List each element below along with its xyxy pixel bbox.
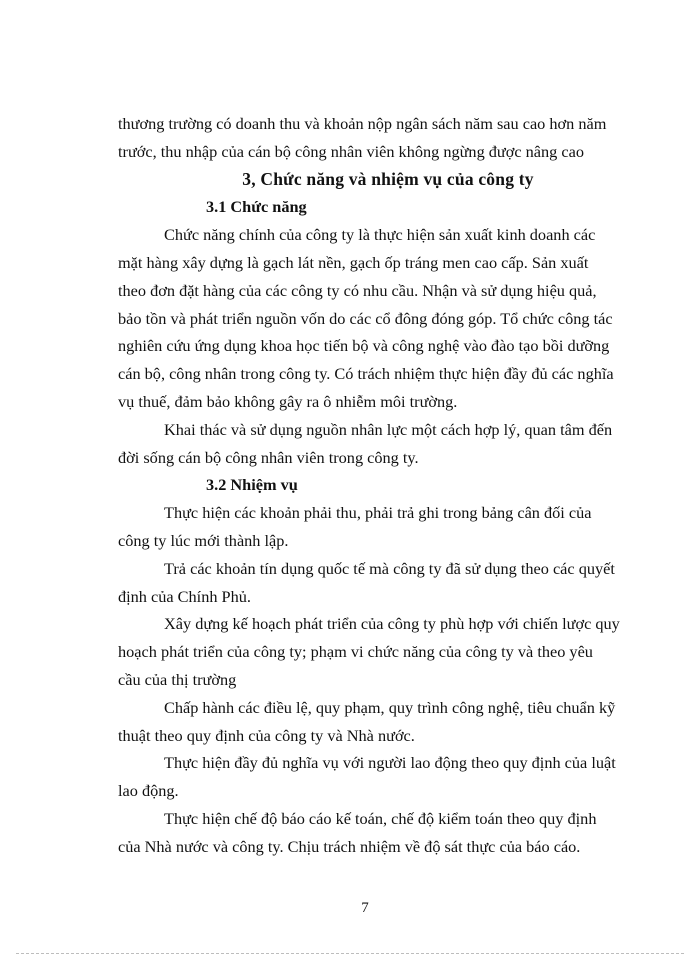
subsection-heading-duties: 3.2 Nhiệm vụ [206,475,298,495]
text-line: của Nhà nước và công ty. Chịu trách nhiệm về độ sát thực của báo cáo. [118,836,581,856]
duties-paragraph-6 [118,805,638,861]
duties-paragraph-2 [118,555,638,611]
text-line: theo đơn đặt hàng của các công ty có nhu cầu. Nhận và sử dụng hiệu quả, [118,280,597,300]
text-line: cầu của thị trường [118,669,237,689]
text-line: Khai thác và sử dụng nguồn nhân lực một cách hợp lý, quan tâm đến [164,419,613,439]
duties-paragraph-1 [118,499,638,555]
section-heading: 3, Chức năng và nhiệm vụ của công ty [242,168,534,189]
text-line: vụ thuế, đảm bảo không gây ra ô nhiễm môi trường. [118,391,458,411]
page-number: 7 [361,900,369,916]
text-line: lao động. [118,781,179,801]
text-line: hoạch phát triển của công ty; phạm vi chức năng của công ty và theo yêu [118,642,593,662]
functions-paragraph-1 [118,221,638,416]
text-line: thuật theo quy định của công ty và Nhà nước. [118,725,415,745]
duties-paragraph-4 [118,694,638,750]
duties-paragraph-3 [118,610,638,693]
document-body [118,110,638,861]
text-line: Chấp hành các điều lệ, quy phạm, quy trình công nghệ, tiêu chuẩn kỹ [164,697,616,717]
text-line: Thực hiện các khoản phải thu, phải trả ghi trong bảng cân đối của [164,503,592,523]
functions-paragraph-2 [118,416,638,472]
text-line: Thực hiện chế độ báo cáo kế toán, chế độ kiểm toán theo quy định [164,808,597,828]
text-line: định của Chính Phủ. [118,586,251,606]
text-line: đời sống cán bộ công nhân viên trong công ty. [118,447,419,467]
text-line: mặt hàng xây dựng là gạch lát nền, gạch ốp tráng men cao cấp. Sản xuất [118,252,589,272]
text-line: Xây dựng kế hoạch phát triển của công ty phù hợp với chiến lược quy [164,614,620,634]
duties-paragraph-5 [118,749,638,805]
intro-paragraph [118,110,638,166]
text-line: nghiên cứu ứng dụng khoa học tiến bộ và công nghệ vào đào tạo bồi dưỡng [118,336,610,356]
text-line: Thực hiện đầy đủ nghĩa vụ với người lao động theo quy định của luật [164,753,616,773]
text-line: cán bộ, công nhân trong công ty. Có trách nhiệm thực hiện đầy đủ các nghĩa [118,364,614,384]
text-line: thương trường có doanh thu và khoản nộp ngân sách năm sau cao hơn năm [118,114,607,133]
text-line: bảo tồn và phát triển nguồn vốn do các cổ đông đóng góp. Tổ chức công tác [118,308,613,328]
text-line: công ty lúc mới thành lập. [118,530,289,550]
text-line: Chức năng chính của công ty là thực hiện sản xuất kinh doanh các [164,225,596,245]
page-bottom-divider [16,953,684,954]
text-line: trước, thu nhập của cán bộ công nhân viên không ngừng được nâng cao [118,141,584,161]
text-line: Trả các khoản tín dụng quốc tế mà công ty đã sử dụng theo các quyết [164,558,615,578]
subsection-heading-functions: 3.1 Chức năng [206,197,307,217]
